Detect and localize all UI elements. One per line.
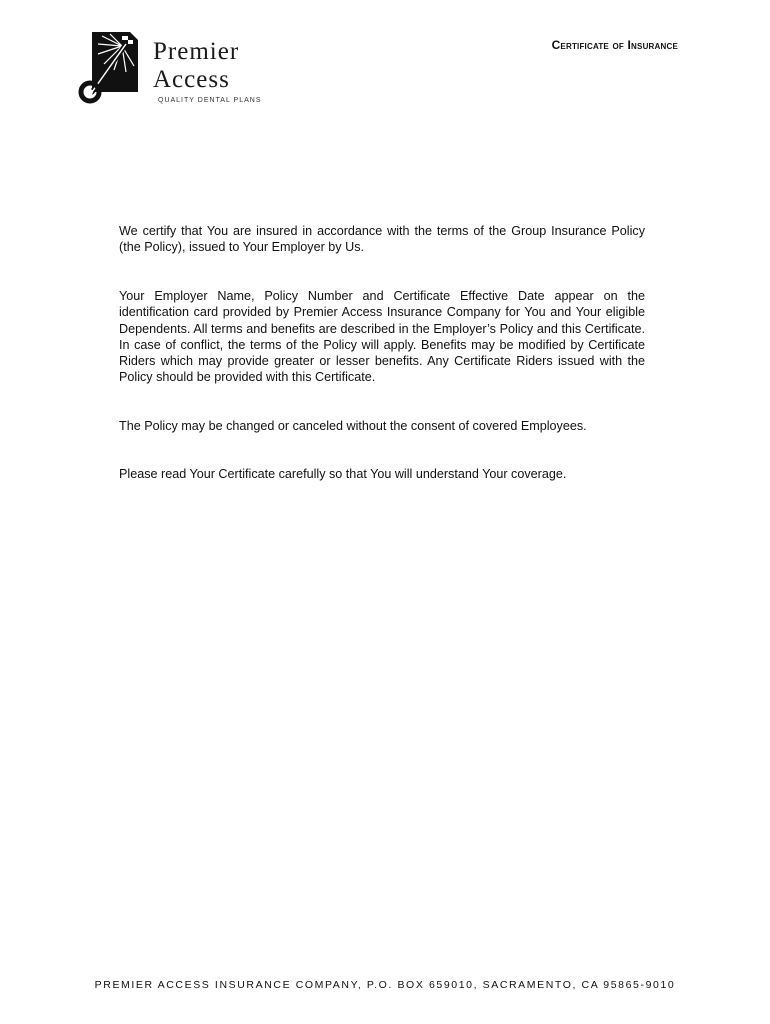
key-sunburst-icon xyxy=(78,30,150,104)
footer-address: PREMIER ACCESS INSURANCE COMPANY, P.O. BOX 659010, SACRAMENTO, CA 95865-9010 xyxy=(94,979,676,991)
paragraph-policy-changes: The Policy may be changed or canceled without the consent of covered Employees. xyxy=(119,419,587,433)
paragraph-policy-details: Your Employer Name, Policy Number and Certificate Effective Date appear on the identification card provided by Premier Access Insurance Company for You and Your eligible Dependents. All terms and benefits are described in the Employer’s Policy and this Certificate. In case of conflict, the terms of the Policy will apply. Benefits may be modified by Certificate Riders which may provide greater or lesser benefits. Any Certificate Riders issued with the Policy should be provided with this Certificate. xyxy=(119,289,645,385)
brand-tagline: QUALITY DENTAL PLANS xyxy=(158,97,262,104)
paragraph-read-certificate: Please read Your Certificate carefully so that You will understand Your coverage. xyxy=(119,467,567,481)
document-title: Certificate of Insurance xyxy=(551,38,678,52)
brand-name-line2: Access xyxy=(153,66,230,93)
brand-name-line1: Premier xyxy=(153,38,240,65)
company-logo xyxy=(78,30,268,110)
paragraph-certification: We certify that You are insured in accordance with the terms of the Group Insurance Policy (the Policy), issued to Your Employer by Us. xyxy=(119,224,645,255)
